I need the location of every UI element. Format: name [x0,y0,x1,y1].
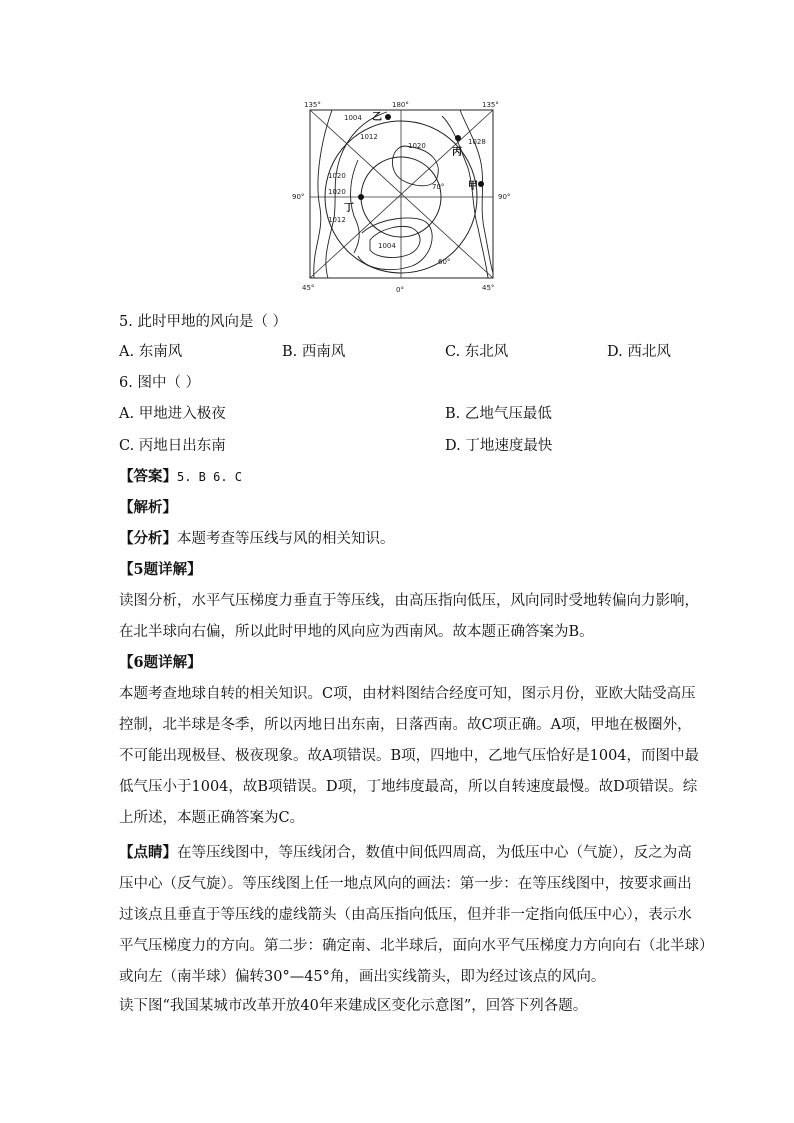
q5-option-b: B. 西南风 [282,344,346,360]
q5-option-d: D. 西北风 [607,344,671,360]
answer-line [119,467,242,487]
isobar-map-figure [292,98,518,298]
place-jia-label: 甲 [468,181,478,192]
detail-5-paragraph [119,586,699,648]
place-bing-label: 丙 [452,147,462,158]
isobar-1020-center [392,146,438,186]
next-question-intro: 读下图“我国某城市改革开放40年来建成区变化示意图”，回答下列各题。 [119,998,588,1014]
q6-stem: 6. 图中（ ） [119,375,201,391]
q6-option-a: A. 甲地进入极夜 [119,406,226,422]
dianjing-line-3: 过该点且垂直于等压线的虚线箭头（由高压指向低压，但并非一定指向低压中心），表示水 [119,907,692,923]
isobar-map-svg [292,98,518,298]
isobar-label-1020-center: 1020 [408,142,426,150]
q6-option-d: D. 丁地速度最快 [445,438,553,454]
isobar-label-1004-nw: 1004 [344,114,362,122]
dianjing-label: 【点睛】 [119,844,177,861]
fenxi-line [119,529,395,549]
detail-6-line-3: 不可能出现极昼、极夜现象。故A项错误。B项，四地中，乙地气压恰好是1004，而图中最 [119,748,700,764]
lon-label-top-center: 180° [392,101,409,109]
dianjing-line-2: 压中心（反气旋）。等压线图上任一地点风向的画法：第一步：在等压线图中，按要求画出 [119,876,692,892]
place-ding-dot [358,194,364,200]
detail-6-line-2: 控制，北半球是冬季，所以丙地日出东南，日落西南。故C项正确。A项，甲地在极圈外， [119,717,692,733]
isobar-label-1004-s: 1004 [378,242,396,250]
dianjing-paragraph [119,837,714,993]
isobar-label-1012-nw: 1012 [360,133,378,141]
lon-label-top-left: 135° [304,101,321,109]
lon-label-top-right: 135° [482,101,499,109]
analysis-heading: 【解析】 [119,499,177,516]
dianjing-line-4: 平气压梯度力的方向。第二步：确定南、北半球后，面向水平气压梯度力方向向右（北半球） [119,938,714,954]
lon-label-left: 90° [292,193,305,201]
q6-option-b: B. 乙地气压最低 [445,406,552,422]
dianjing-line-5: 或向左（南半球）偏转30°—45°角，画出实线箭头，即为经过该点的风向。 [119,969,606,985]
place-jia-dot [478,181,484,187]
isobar-label-1020-w: 1020 [328,172,346,180]
dianjing-line-1 [119,837,692,869]
answer-label: 【答案】 [119,468,177,485]
detail-6-paragraph [119,679,700,834]
fenxi-text: 本题考查等压线与风的相关知识。 [177,531,395,547]
isobar-label-1020-w2: 1020 [328,188,346,196]
lat-label-70: 70° [432,183,445,191]
q6-option-c: C. 丙地日出东南 [119,438,226,454]
lon-label-bottom-left: 45° [302,284,315,292]
answer-text: 5. B 6. C [177,470,243,484]
detail-5-line-1: 读图分析，水平气压梯度力垂直于等压线，由高压指向低压，风向同时受地转偏向力影响， [119,593,699,609]
detail-6-heading: 【6题详解】 [119,654,202,671]
q5-stem: 5. 此时甲地的风向是（ ） [119,314,288,330]
detail-6-line-4: 低气压小于1004，故B项错误。D项，丁地纬度最高，所以自转速度最慢。故D项错误。综 [119,779,698,795]
isobar-label-1012-w: 1012 [328,216,346,224]
place-yi-dot [385,114,391,120]
isobar-label-1028: 1028 [468,138,486,146]
place-bing-dot [455,135,461,141]
lat-label-60: 60° [438,258,451,266]
detail-5-heading: 【5题详解】 [119,561,202,578]
lon-label-bottom-right: 45° [482,284,495,292]
place-ding-label: 丁 [344,203,354,214]
q5-option-a: A. 东南风 [119,344,183,360]
fenxi-label: 【分析】 [119,530,177,547]
dianjing-line-1-text: 在等压线图中，等压线闭合，数值中间低四周高，为低压中心（气旋），反之为高 [177,845,692,861]
lon-label-right: 90° [498,193,511,201]
detail-6-line-1: 本题考查地球自转的相关知识。C项，由材料图结合经度可知，图示月份，亚欧大陆受高压 [119,686,696,702]
q5-option-c: C. 东北风 [445,344,509,360]
detail-6-line-5: 上所述，本题正确答案为C。 [119,810,305,826]
detail-5-line-2: 在北半球向右偏，所以此时甲地的风向应为西南风。故本题正确答案为B。 [119,624,594,640]
lon-label-bottom-center: 0° [396,286,404,294]
place-yi-label: 乙 [372,112,382,123]
